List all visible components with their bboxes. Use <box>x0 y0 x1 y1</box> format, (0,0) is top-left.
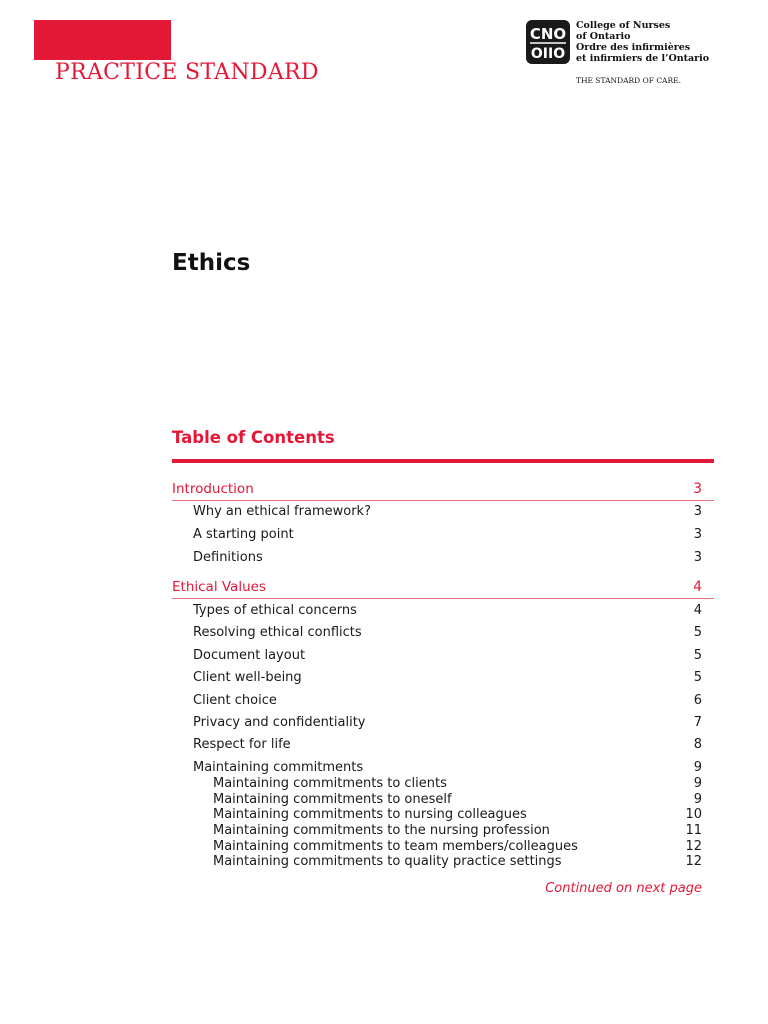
toc-item[interactable] <box>193 600 702 620</box>
toc-item[interactable] <box>193 645 702 665</box>
toc-item[interactable] <box>193 734 702 754</box>
toc-item[interactable] <box>193 667 702 687</box>
toc-item[interactable] <box>193 622 702 642</box>
toc-subitem[interactable] <box>213 791 702 807</box>
toc-item[interactable] <box>193 547 702 567</box>
toc-page-number: 5 <box>693 669 702 685</box>
toc-item[interactable] <box>193 712 702 732</box>
toc-page-number: 12 <box>685 853 702 869</box>
toc-page-number: 6 <box>693 692 702 708</box>
toc-subitem[interactable] <box>213 853 702 869</box>
toc-subitem[interactable] <box>213 822 702 838</box>
toc-item-label: Types of ethical concerns <box>193 602 357 618</box>
header-red-block <box>34 20 171 60</box>
toc-item[interactable] <box>193 524 702 544</box>
toc-subitem-label: Maintaining commitments to nursing colleagues <box>213 806 527 822</box>
toc-item-label: Maintaining commitments <box>193 759 364 775</box>
toc-page-number: 9 <box>693 759 702 775</box>
toc-item-label: Definitions <box>193 549 263 565</box>
document-title: Ethics <box>172 250 251 276</box>
toc-subitem-label: Maintaining commitments to quality practice settings <box>213 853 562 869</box>
toc-page-number: 8 <box>693 736 702 752</box>
toc-page-number: 11 <box>685 822 702 838</box>
toc-item-label: Client choice <box>193 692 277 708</box>
toc-subitem[interactable] <box>213 806 702 822</box>
org-name-en-line1: College of Nurses <box>576 20 671 31</box>
toc-subitem-label: Maintaining commitments to the nursing profession <box>213 822 550 838</box>
toc-page-number: 3 <box>693 503 702 519</box>
toc-page-number: 4 <box>693 602 702 618</box>
cno-logo-icon <box>526 20 570 64</box>
logo-mark-bottom: OIIO <box>530 46 566 62</box>
toc-heading-rule <box>172 459 714 463</box>
toc-item-label: Resolving ethical conflicts <box>193 624 362 640</box>
toc-page-number: 7 <box>693 714 702 730</box>
toc-page-number: 5 <box>693 647 702 663</box>
toc-section-title: Introduction <box>172 481 254 497</box>
logo-mark-top: CNO <box>529 25 567 43</box>
toc-subitem[interactable] <box>213 775 702 791</box>
toc-page-number: 3 <box>693 549 702 565</box>
toc-section-introduction[interactable] <box>172 478 702 500</box>
toc-heading: Table of Contents <box>172 428 335 447</box>
toc-page-number: 12 <box>685 838 702 854</box>
toc-item-label: Document layout <box>193 647 306 663</box>
org-tagline: THE STANDARD OF CARE. <box>576 76 681 85</box>
continued-on-next-page: Continued on next page <box>545 881 702 896</box>
toc-section-title: Ethical Values <box>172 579 266 595</box>
toc-subitem-label: Maintaining commitments to team members/colleagues <box>213 838 578 854</box>
toc-item-label: Privacy and confidentiality <box>193 714 366 730</box>
toc-item[interactable] <box>193 757 702 777</box>
toc-section-rule <box>172 598 714 599</box>
toc-section-ethical-values[interactable] <box>172 576 702 598</box>
practice-standard-title: PRACTICE STANDARD <box>55 60 319 85</box>
toc-item-label: A starting point <box>193 526 294 542</box>
organization-name <box>576 20 709 64</box>
toc-page-number: 3 <box>693 526 702 542</box>
toc-page-number: 4 <box>693 579 702 595</box>
toc-page-number: 9 <box>693 775 702 791</box>
toc-page-number: 10 <box>685 806 702 822</box>
toc-page-number: 3 <box>693 481 702 497</box>
toc-item[interactable] <box>193 690 702 710</box>
toc-item[interactable] <box>193 501 702 521</box>
toc-item-label: Client well-being <box>193 669 302 685</box>
toc-subitem-label: Maintaining commitments to oneself <box>213 791 452 807</box>
toc-item-label: Why an ethical framework? <box>193 503 371 519</box>
toc-subitem-label: Maintaining commitments to clients <box>213 775 447 791</box>
org-name-fr-line1: Ordre des infirmières <box>576 42 691 53</box>
toc-page-number: 9 <box>693 791 702 807</box>
org-name-fr-line2: et infirmiers de l’Ontario <box>576 53 710 64</box>
toc-item-label: Respect for life <box>193 736 291 752</box>
org-name-en-line2: of Ontario <box>576 31 631 42</box>
toc-subitem[interactable] <box>213 838 702 854</box>
toc-page-number: 5 <box>693 624 702 640</box>
